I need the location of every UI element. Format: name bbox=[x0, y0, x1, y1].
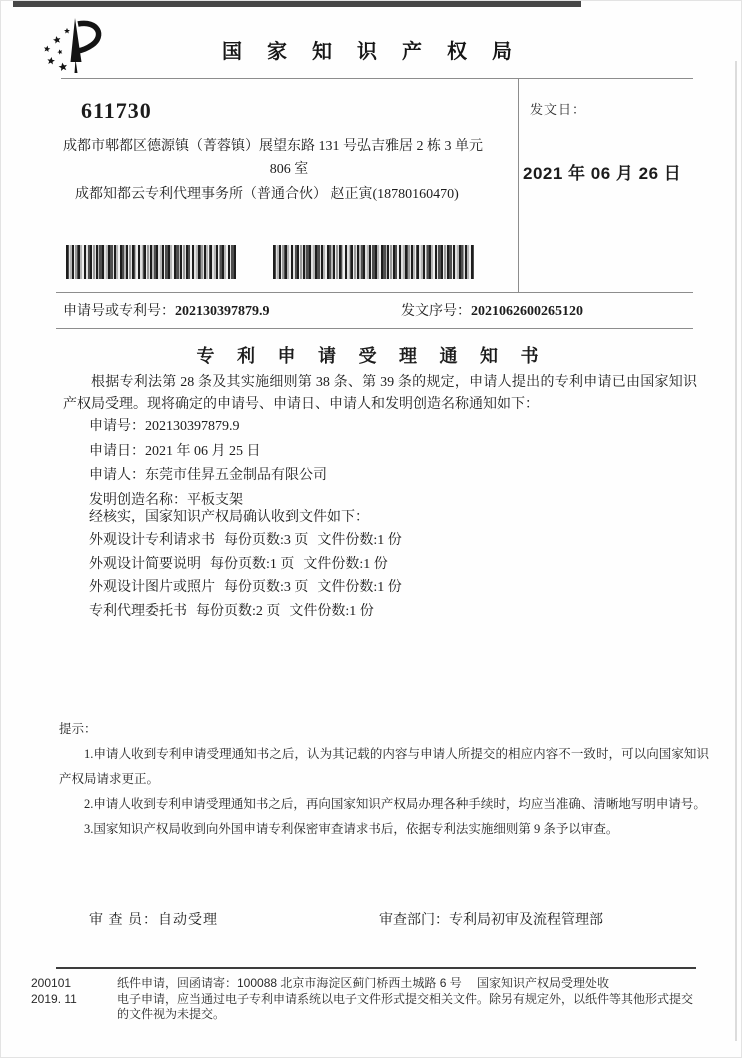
agency-contact-line: 成都知都云专利代理事务所（普通合伙） 赵正寅(18780160470) bbox=[75, 187, 459, 202]
barcode-right bbox=[273, 245, 474, 279]
detail-application-number: 申请号：202130397879.9 bbox=[89, 419, 240, 434]
header-divider bbox=[61, 78, 693, 79]
postal-code: 611730 bbox=[81, 98, 152, 123]
tips-heading: 提示： bbox=[59, 722, 97, 736]
barcode-left bbox=[66, 245, 236, 279]
dispatch-date-value: 2021 年 06 月 26 日 bbox=[523, 164, 682, 183]
received-documents-intro: 经核实，国家知识产权局确认收到文件如下： bbox=[89, 510, 369, 525]
examiner-label: 审 查 员： bbox=[89, 913, 158, 928]
footer-note-paper: 纸件申请，回函请寄：100088 北京市海淀区蓟门桥西土城路 6 号 国家知识产权局受理处收 bbox=[117, 976, 610, 990]
footer-divider bbox=[56, 967, 696, 969]
document-row: 外观设计简要说明 每份页数:1 页 文件份数:1 份 bbox=[89, 556, 388, 572]
application-number-value: 202130397879.9 bbox=[175, 304, 270, 319]
scan-edge-artifact bbox=[13, 1, 581, 7]
tips-section bbox=[59, 717, 709, 842]
document-row: 专利代理委托书 每份页数:2 页 文件份数:1 份 bbox=[89, 603, 374, 619]
document-row: 外观设计专利请求书 每份页数:3 页 文件份数:1 份 bbox=[89, 533, 402, 549]
department-field bbox=[379, 909, 603, 929]
application-details-list bbox=[89, 415, 327, 513]
examiner-value: 自动受理 bbox=[158, 913, 218, 928]
footer-note-electronic: 电子申请，应当通过电子专利申请系统以电子文件形式提交相关文件。除另有规定外，以纸件等其他形式提交的文件视为未提交。 bbox=[117, 991, 694, 1021]
recipient-address-line2: 806 室 bbox=[269, 162, 309, 177]
serial-number-field bbox=[401, 300, 583, 320]
tip-item-2: 2.申请人收到专利申请受理通知书之后，再向国家知识产权局办理各种手续时，均应当准确、清晰地写明申请号。 bbox=[84, 797, 706, 811]
footer-revision-date: 2019. 11 bbox=[31, 991, 77, 1006]
tip-item-1: 1.申请人收到专利申请受理通知书之后，认为其记载的内容与申请人所提交的相应内容不一致时，可以向国家知识产权局请求更正。 bbox=[59, 747, 709, 786]
serial-number-value: 2021062600265120 bbox=[471, 304, 583, 319]
footer-row bbox=[31, 976, 717, 992]
dispatch-box-divider bbox=[518, 78, 519, 292]
mid-divider bbox=[56, 292, 693, 293]
recipient-address-line1: 成都市郫都区德源镇（菁蓉镇）展望东路 131 号弘吉雅居 2 栋 3 单元 bbox=[63, 139, 483, 154]
received-documents-section bbox=[89, 506, 402, 623]
department-label: 审查部门： bbox=[379, 913, 449, 928]
examiner-field bbox=[89, 909, 218, 929]
footer-notes bbox=[31, 976, 717, 1023]
dispatch-date-label: 发文日： bbox=[530, 102, 587, 117]
detail-filing-date: 申请日：2021 年 06 月 25 日 bbox=[89, 443, 261, 459]
notice-intro-paragraph: 根据专利法第 28 条及其实施细则第 38 条、第 39 条的规定，申请人提出的专利申请已由国家知识产权局受理。现将确定的申请号、申请日、申请人和发明创造名称通知如下： bbox=[63, 375, 697, 412]
footer-row bbox=[31, 992, 717, 1023]
agency-title: 国 家 知 识 产 权 局 bbox=[222, 41, 522, 63]
serial-number-label: 发文序号： bbox=[401, 304, 471, 319]
detail-applicant: 申请人：东莞市佳昇五金制品有限公司 bbox=[89, 468, 327, 483]
scan-edge-artifact-right bbox=[735, 61, 737, 1041]
footer-form-code: 200101 bbox=[31, 976, 72, 990]
notice-title: 专 利 申 请 受 理 通 知 书 bbox=[196, 346, 548, 366]
application-number-field bbox=[63, 300, 270, 320]
document-row: 外观设计图片或照片 每份页数:3 页 文件份数:1 份 bbox=[89, 580, 402, 596]
detail-invention-name: 发明创造名称：平板支架 bbox=[89, 492, 243, 508]
numbers-divider bbox=[56, 328, 693, 329]
application-number-label: 申请号或专利号： bbox=[63, 304, 175, 319]
tip-item-3: 3.国家知识产权局收到向外国申请专利保密审查请求书后，依据专利法实施细则第 9 条予以审查。 bbox=[84, 822, 619, 836]
department-value: 专利局初审及流程管理部 bbox=[449, 913, 603, 928]
